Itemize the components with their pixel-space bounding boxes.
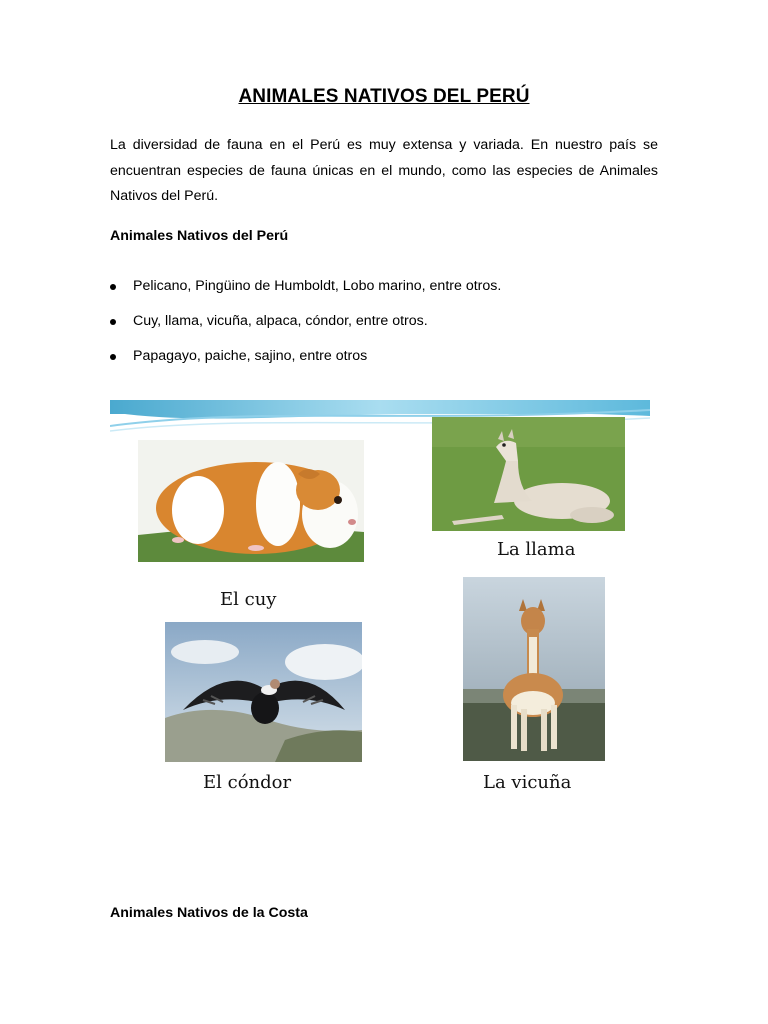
list-item xyxy=(110,278,670,313)
condor-photo xyxy=(165,622,362,762)
bullet-list xyxy=(110,278,670,383)
caption-vicuna: La vicuña xyxy=(483,772,572,793)
guinea-pig-icon xyxy=(138,440,364,562)
bullet-icon xyxy=(110,319,116,325)
list-item-text: Cuy, llama, vicuña, alpaca, cóndor, entre otros. xyxy=(133,313,428,329)
list-item-text: Pelicano, Pingüino de Humboldt, Lobo marino, entre otros. xyxy=(133,278,502,294)
caption-cuy: El cuy xyxy=(220,589,277,610)
list-item xyxy=(110,313,670,348)
vicuna-icon xyxy=(463,577,605,761)
bullet-icon xyxy=(110,354,116,360)
section-heading: Animales Nativos del Perú xyxy=(110,228,289,244)
animals-collage xyxy=(110,400,650,762)
section-heading-costa: Animales Nativos de la Costa xyxy=(110,905,308,921)
page-title: ANIMALES NATIVOS DEL PERÚ xyxy=(238,86,530,107)
caption-llama: La llama xyxy=(497,539,576,560)
condor-icon xyxy=(165,622,362,762)
llama-photo xyxy=(432,417,625,531)
list-item-text: Papagayo, paiche, sajino, entre otros xyxy=(133,348,368,364)
list-item xyxy=(110,348,670,383)
vicuna-photo xyxy=(463,577,605,761)
caption-condor: El cóndor xyxy=(203,772,292,793)
cuy-photo xyxy=(138,440,364,562)
bullet-icon xyxy=(110,284,116,290)
intro-paragraph: La diversidad de fauna en el Perú es muy extensa y variada. En nuestro país se encuentran especies de fauna únicas en el mundo, como las especies de Animales Nativos del Perú. xyxy=(110,137,658,204)
llama-icon xyxy=(432,417,625,531)
